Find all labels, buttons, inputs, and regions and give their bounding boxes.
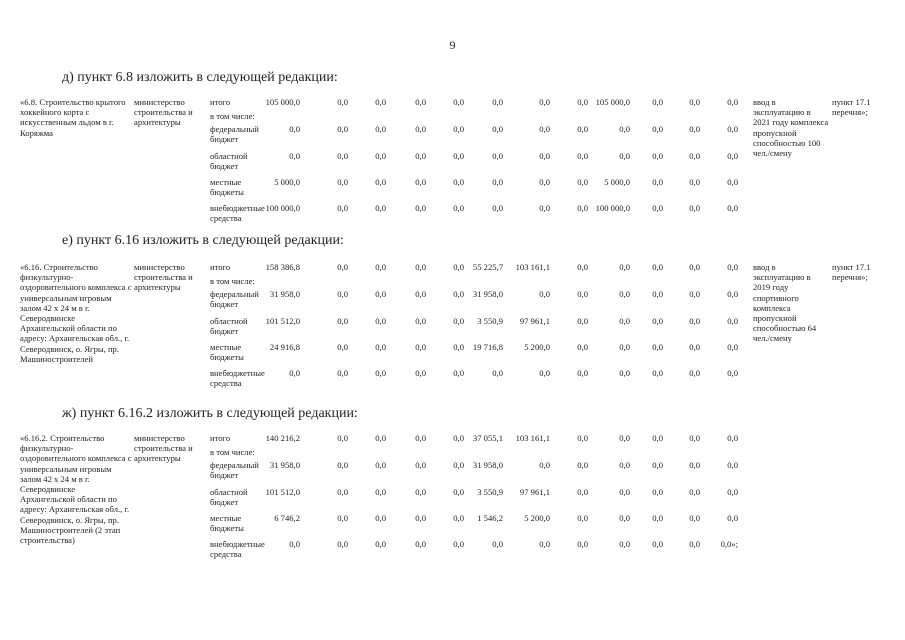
funding-value: 0,0 (453, 342, 464, 352)
funding-value: 0,0 (415, 124, 426, 134)
funding-value: 0,0 (337, 289, 348, 299)
funding-value: 0,0 (415, 513, 426, 523)
funding-value: 0,0 (577, 177, 588, 187)
funding-value: 0,0 (652, 316, 663, 326)
funding-value: 31 958,0 (269, 289, 300, 299)
funding-value: 0,0 (337, 433, 348, 443)
expected-result: ввод в эксплуатацию в 2019 году спортивного комплекса пропускной способностью 64 чел./смену (753, 262, 817, 344)
list-reference: пункт 17.1 перечня»; (832, 97, 871, 118)
funding-value: 0,0 (539, 151, 550, 161)
funding-value: 103 161,1 (515, 433, 550, 443)
funding-value: 0,0 (577, 262, 588, 272)
funding-value: 0,0 (727, 513, 738, 523)
funding-value: 0,0 (337, 262, 348, 272)
funding-value: 0,0 (492, 203, 503, 213)
funding-value: 0,0 (375, 316, 386, 326)
funding-source: в том числе: (210, 111, 255, 121)
funding-value: 0,0 (337, 177, 348, 187)
funding-value: 0,0 (415, 539, 426, 549)
funding-value: 0,0 (652, 177, 663, 187)
funding-value: 0,0 (727, 97, 738, 107)
funding-value: 31 958,0 (472, 289, 503, 299)
funding-value: 0,0 (727, 316, 738, 326)
funding-value: 55 225,7 (472, 262, 503, 272)
funding-value: 0,0 (652, 289, 663, 299)
funding-value: 0,0 (689, 203, 700, 213)
funding-value: 0,0 (689, 151, 700, 161)
funding-value: 0,0 (492, 368, 503, 378)
funding-value: 0,0 (727, 262, 738, 272)
funding-value: 0,0 (652, 151, 663, 161)
funding-value: 0,0 (619, 539, 630, 549)
funding-value: 101 512,0 (265, 487, 300, 497)
funding-value: 0,0 (577, 203, 588, 213)
funding-value: 0,0 (415, 151, 426, 161)
funding-value: 0,0 (375, 460, 386, 470)
project-name: «6.16.2. Строительство физкультурно-оздоровительного комплекса с универсальным игровым залом 42 х 24 м в г. Северодвинске Архангельской области по адресу: Архангельская обл., г. Северодвинск, о. Ягры, пр. Машиностроителей (2 этап строительства) (20, 433, 132, 546)
funding-value: 0,0 (577, 316, 588, 326)
funding-source: итого (210, 433, 231, 443)
funding-value: 0,0 (577, 368, 588, 378)
funding-value: 0,0 (619, 460, 630, 470)
funding-value: 101 512,0 (265, 316, 300, 326)
funding-value: 0,0 (453, 368, 464, 378)
funding-value: 100 000,0 (265, 203, 300, 213)
funding-value: 0,0 (577, 513, 588, 523)
funding-value: 37 055,1 (472, 433, 503, 443)
funding-value: 0,0 (689, 177, 700, 187)
funding-value: 0,0 (577, 539, 588, 549)
funding-value: 0,0 (375, 203, 386, 213)
funding-source: внебюджетные средства (210, 368, 265, 389)
funding-value: 0,0 (453, 487, 464, 497)
funding-value: 0,0 (415, 203, 426, 213)
funding-source: в том числе: (210, 447, 255, 457)
funding-value: 0,0 (453, 97, 464, 107)
funding-value: 0,0 (619, 342, 630, 352)
funding-value: 0,0 (689, 289, 700, 299)
funding-value: 97 961,1 (519, 487, 550, 497)
funding-value: 0,0 (492, 151, 503, 161)
funding-value: 0,0 (375, 262, 386, 272)
funding-value: 0,0 (652, 539, 663, 549)
funding-value: 0,0 (453, 316, 464, 326)
funding-value: 0,0»; (720, 539, 738, 549)
funding-value: 0,0 (375, 124, 386, 134)
funding-value: 0,0 (375, 342, 386, 352)
funding-value: 0,0 (453, 124, 464, 134)
funding-value: 0,0 (539, 97, 550, 107)
funding-value: 5 200,0 (524, 342, 550, 352)
funding-value: 0,0 (415, 460, 426, 470)
funding-value: 103 161,1 (515, 262, 550, 272)
funding-value: 0,0 (415, 316, 426, 326)
funding-value: 0,0 (652, 368, 663, 378)
funding-value: 100 000,0 (595, 203, 630, 213)
funding-value: 19 716,8 (472, 342, 503, 352)
funding-value: 0,0 (577, 151, 588, 161)
funding-value: 0,0 (337, 487, 348, 497)
funding-value: 0,0 (619, 289, 630, 299)
section-heading-6-16: е) пункт 6.16 изложить в следующей редакции: (62, 233, 344, 248)
funding-value: 0,0 (453, 539, 464, 549)
funding-value: 0,0 (689, 433, 700, 443)
funding-value: 0,0 (619, 433, 630, 443)
funding-value: 0,0 (539, 368, 550, 378)
funding-value: 0,0 (577, 97, 588, 107)
funding-value: 105 000,0 (265, 97, 300, 107)
funding-value: 0,0 (337, 342, 348, 352)
funding-value: 0,0 (727, 124, 738, 134)
funding-source: областной бюджет (210, 487, 248, 508)
funding-value: 0,0 (577, 289, 588, 299)
funding-value: 0,0 (689, 124, 700, 134)
funding-value: 0,0 (689, 262, 700, 272)
funding-value: 0,0 (337, 368, 348, 378)
funding-value: 0,0 (577, 433, 588, 443)
funding-value: 0,0 (727, 487, 738, 497)
funding-value: 0,0 (539, 460, 550, 470)
funding-source: федеральный бюджет (210, 460, 259, 481)
responsible-body: министерство строительства и архитектуры (134, 433, 193, 464)
funding-value: 0,0 (727, 203, 738, 213)
funding-value: 0,0 (375, 487, 386, 497)
funding-value: 0,0 (689, 316, 700, 326)
funding-value: 3 550,9 (477, 487, 503, 497)
funding-source: федеральный бюджет (210, 289, 259, 310)
funding-value: 0,0 (727, 151, 738, 161)
funding-value: 0,0 (415, 487, 426, 497)
funding-value: 0,0 (689, 342, 700, 352)
funding-value: 0,0 (619, 316, 630, 326)
funding-value: 0,0 (289, 151, 300, 161)
expected-result: ввод в эксплуатацию в 2021 году комплекса пропускной способностью 100 чел./смену (753, 97, 829, 159)
funding-source: местные бюджеты (210, 177, 244, 198)
funding-value: 0,0 (375, 368, 386, 378)
funding-value: 0,0 (375, 151, 386, 161)
funding-value: 0,0 (577, 342, 588, 352)
funding-value: 0,0 (652, 487, 663, 497)
funding-value: 0,0 (689, 460, 700, 470)
funding-value: 1 546,2 (477, 513, 503, 523)
funding-value: 0,0 (453, 289, 464, 299)
funding-value: 0,0 (619, 513, 630, 523)
project-name: «6.16. Строительство физкультурно-оздоровительного комплекса с универсальным игровым залом 42 х 24 м в г. Северодвинске Архангельской области по адресу: Архангельская обл., г. Северодвинск, о. Ягры, пр. Машиностроителей (20, 262, 132, 364)
funding-value: 0,0 (652, 433, 663, 443)
funding-value: 0,0 (337, 316, 348, 326)
funding-value: 0,0 (577, 460, 588, 470)
funding-value: 6 746,2 (274, 513, 300, 523)
funding-value: 0,0 (289, 124, 300, 134)
funding-value: 0,0 (453, 262, 464, 272)
funding-value: 0,0 (337, 539, 348, 549)
funding-value: 0,0 (727, 177, 738, 187)
funding-value: 0,0 (415, 433, 426, 443)
funding-value: 0,0 (689, 97, 700, 107)
funding-value: 0,0 (375, 289, 386, 299)
funding-value: 24 916,8 (269, 342, 300, 352)
funding-source: в том числе: (210, 276, 255, 286)
funding-value: 0,0 (652, 124, 663, 134)
funding-value: 0,0 (492, 177, 503, 187)
funding-source: внебюджетные средства (210, 539, 265, 560)
list-reference: пункт 17.1 перечня»; (832, 262, 871, 283)
funding-source: местные бюджеты (210, 513, 244, 534)
funding-value: 0,0 (415, 368, 426, 378)
funding-value: 0,0 (652, 262, 663, 272)
funding-value: 31 958,0 (472, 460, 503, 470)
funding-value: 0,0 (539, 177, 550, 187)
funding-value: 0,0 (375, 513, 386, 523)
funding-value: 97 961,1 (519, 316, 550, 326)
funding-value: 140 216,2 (265, 433, 300, 443)
project-name: «6.8. Строительство крытого хоккейного корта с искусственным льдом в г. Коряжма (20, 97, 126, 138)
funding-value: 0,0 (577, 487, 588, 497)
funding-value: 0,0 (289, 539, 300, 549)
funding-value: 0,0 (415, 97, 426, 107)
funding-value: 105 000,0 (595, 97, 630, 107)
funding-value: 0,0 (727, 289, 738, 299)
page-number: 9 (449, 38, 456, 52)
funding-value: 0,0 (577, 124, 588, 134)
funding-value: 0,0 (652, 97, 663, 107)
funding-value: 0,0 (689, 513, 700, 523)
funding-value: 0,0 (337, 151, 348, 161)
funding-source: местные бюджеты (210, 342, 244, 363)
funding-value: 0,0 (289, 368, 300, 378)
funding-value: 0,0 (415, 342, 426, 352)
responsible-body: министерство строительства и архитектуры (134, 97, 193, 128)
funding-value: 0,0 (619, 151, 630, 161)
funding-value: 0,0 (375, 433, 386, 443)
funding-value: 0,0 (619, 368, 630, 378)
funding-value: 0,0 (539, 203, 550, 213)
funding-value: 0,0 (619, 487, 630, 497)
responsible-body: министерство строительства и архитектуры (134, 262, 193, 293)
funding-value: 0,0 (619, 262, 630, 272)
section-heading-6-16-2: ж) пункт 6.16.2 изложить в следующей редакции: (62, 406, 358, 421)
funding-value: 31 958,0 (269, 460, 300, 470)
funding-value: 0,0 (727, 460, 738, 470)
funding-value: 0,0 (652, 203, 663, 213)
funding-value: 0,0 (453, 203, 464, 213)
funding-value: 0,0 (337, 124, 348, 134)
funding-value: 0,0 (337, 460, 348, 470)
funding-value: 5 000,0 (274, 177, 300, 187)
funding-value: 158 386,8 (265, 262, 300, 272)
funding-value: 0,0 (415, 289, 426, 299)
funding-source: внебюджетные средства (210, 203, 265, 224)
funding-value: 0,0 (337, 513, 348, 523)
funding-value: 0,0 (337, 97, 348, 107)
funding-value: 0,0 (652, 460, 663, 470)
funding-value: 5 200,0 (524, 513, 550, 523)
funding-source: областной бюджет (210, 151, 248, 172)
funding-value: 0,0 (492, 97, 503, 107)
funding-value: 0,0 (453, 433, 464, 443)
funding-value: 0,0 (689, 539, 700, 549)
funding-value: 0,0 (415, 177, 426, 187)
funding-value: 0,0 (652, 513, 663, 523)
funding-value: 0,0 (539, 539, 550, 549)
funding-value: 0,0 (619, 124, 630, 134)
funding-value: 0,0 (453, 151, 464, 161)
funding-value: 0,0 (375, 97, 386, 107)
funding-value: 0,0 (652, 342, 663, 352)
funding-value: 0,0 (375, 539, 386, 549)
funding-value: 0,0 (375, 177, 386, 187)
funding-value: 0,0 (492, 539, 503, 549)
funding-value: 0,0 (539, 124, 550, 134)
funding-value: 0,0 (492, 124, 503, 134)
section-heading-6-8: д) пункт 6.8 изложить в следующей редакции: (62, 70, 338, 85)
funding-value: 0,0 (689, 487, 700, 497)
funding-value: 5 000,0 (604, 177, 630, 187)
funding-source: итого (210, 262, 231, 272)
funding-value: 0,0 (727, 433, 738, 443)
funding-value: 3 550,9 (477, 316, 503, 326)
funding-value: 0,0 (689, 368, 700, 378)
funding-source: федеральный бюджет (210, 124, 259, 145)
funding-source: итого (210, 97, 231, 107)
funding-value: 0,0 (453, 177, 464, 187)
funding-value: 0,0 (453, 513, 464, 523)
funding-value: 0,0 (727, 368, 738, 378)
funding-source: областной бюджет (210, 316, 248, 337)
funding-value: 0,0 (539, 289, 550, 299)
funding-value: 0,0 (415, 262, 426, 272)
funding-value: 0,0 (337, 203, 348, 213)
funding-value: 0,0 (727, 342, 738, 352)
funding-value: 0,0 (453, 460, 464, 470)
